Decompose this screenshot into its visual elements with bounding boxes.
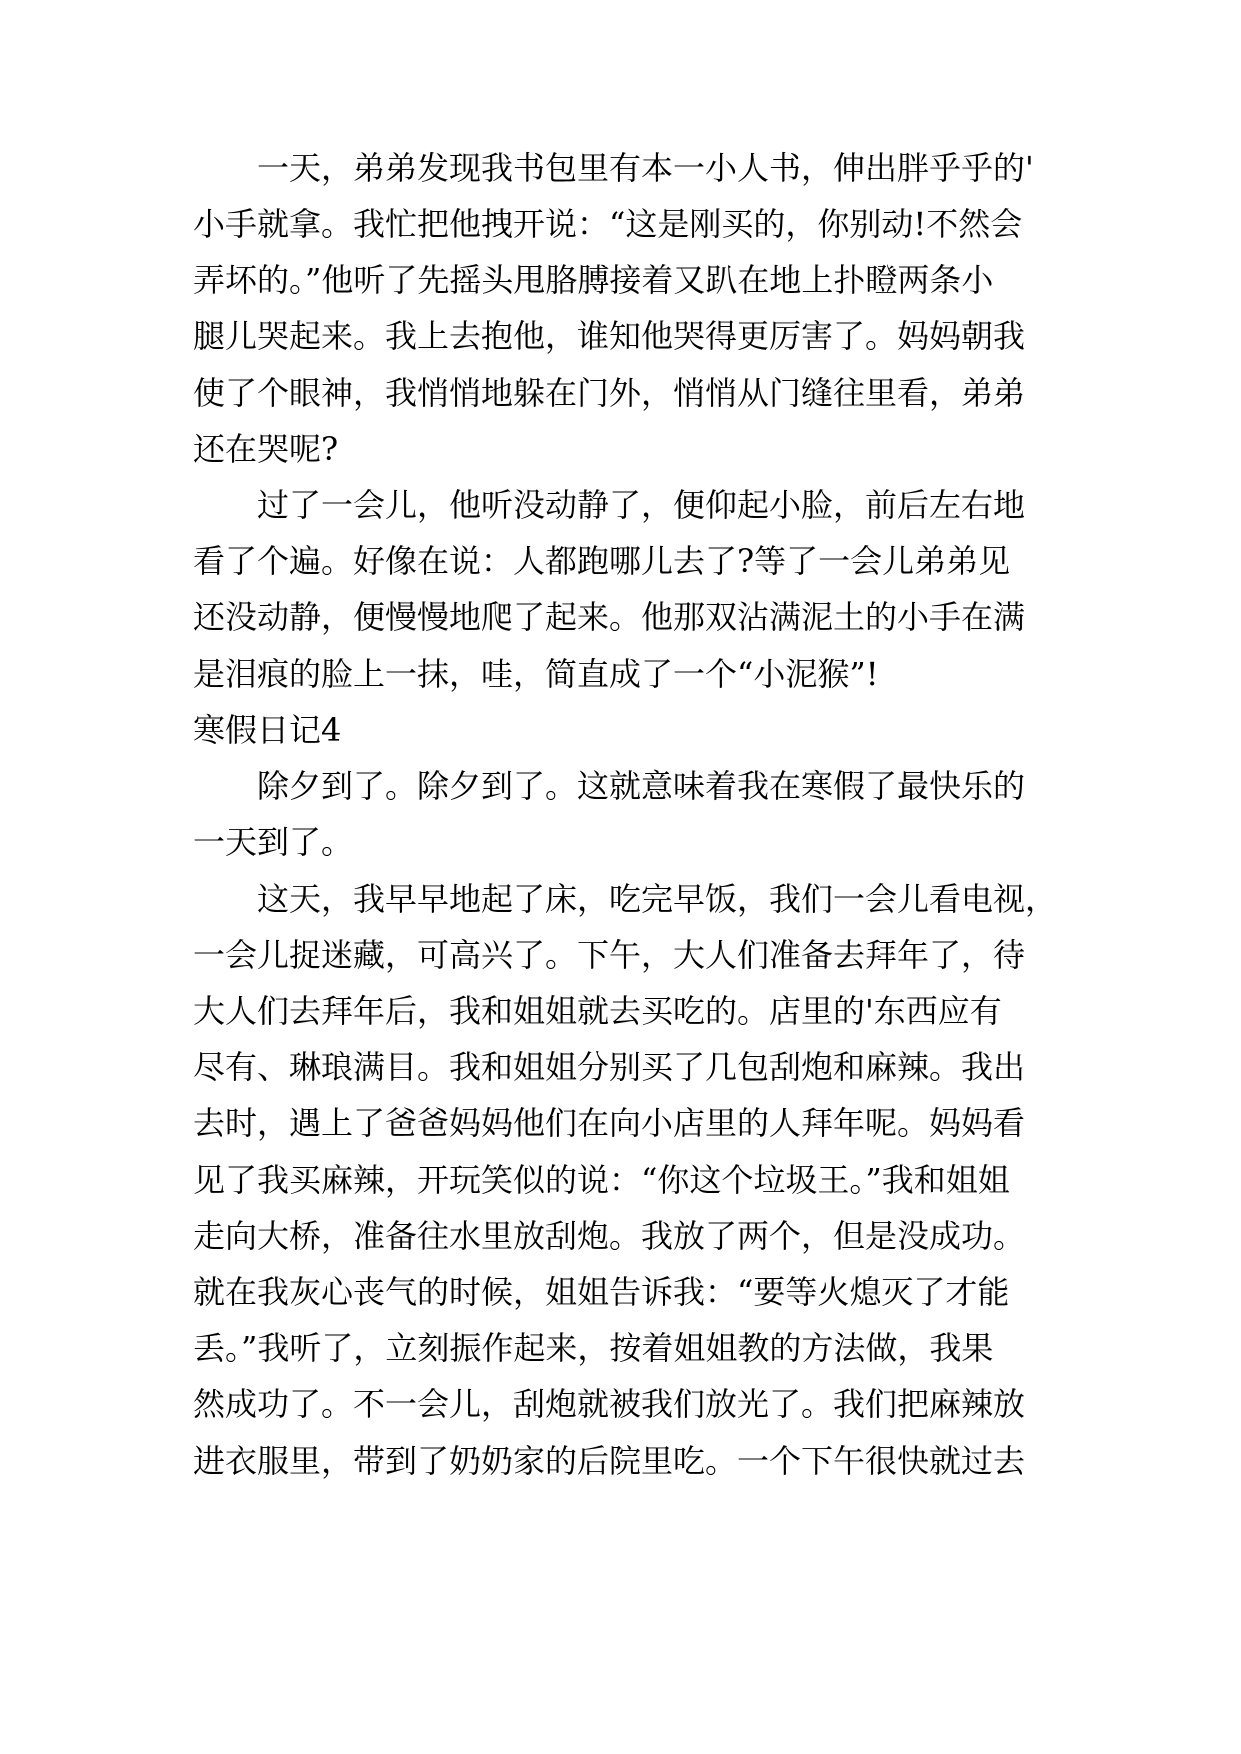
- paragraph-4-line-4: 尽有、琳琅满目。我和姐姐分别买了几包刮炮和麻辣。我出: [193, 1048, 1026, 1086]
- paragraph-4-line-8: 就在我灰心丧气的时候，姐姐告诉我：“要等火熄灭了才能: [193, 1273, 1010, 1311]
- paragraph-2-line-4: 是泪痕的脸上一抹，哇，简直成了一个“小泥猴”!: [193, 655, 879, 693]
- section-heading: 寒假日记4: [193, 711, 342, 749]
- paragraph-4-line-5: 去时，遇上了爸爸妈妈他们在向小店里的人拜年呢。妈妈看: [193, 1104, 1026, 1142]
- paragraph-1-line-4: 腿儿哭起来。我上去抱他，谁知他哭得更厉害了。妈妈朝我: [193, 317, 1026, 355]
- paragraph-4-line-10: 然成功了。不一会儿，刮炮就被我们放光了。我们把麻辣放: [193, 1385, 1026, 1423]
- paragraph-1-line-3: 弄坏的。”他听了先摇头甩胳膊接着又趴在地上扑瞪两条小: [193, 261, 994, 299]
- paragraph-1-line-5: 使了个眼神，我悄悄地躲在门外，悄悄从门缝往里看，弟弟: [193, 374, 1026, 412]
- paragraph-4-line-3: 大人们去拜年后，我和姐姐就去买吃的。店里的'东西应有: [193, 992, 1002, 1030]
- paragraph-4-line-9: 丢。”我听了，立刻振作起来，按着姐姐教的方法做，我果: [193, 1329, 994, 1367]
- paragraph-1-line-1: 一天，弟弟发现我书包里有本一小人书，伸出胖乎乎的': [257, 149, 1034, 187]
- paragraph-3-line-1: 除夕到了。除夕到了。这就意味着我在寒假了最快乐的: [257, 767, 1026, 805]
- paragraph-2-line-1: 过了一会儿，他听没动静了，便仰起小脸，前后左右地: [257, 486, 1026, 524]
- paragraph-2-line-2: 看了个遍。好像在说：人都跑哪儿去了?等了一会儿弟弟见: [193, 542, 1011, 580]
- paragraph-2-line-3: 还没动静，便慢慢地爬了起来。他那双沾满泥土的小手在满: [193, 598, 1026, 636]
- paragraph-4-line-7: 走向大桥，准备往水里放刮炮。我放了两个，但是没成功。: [193, 1217, 1026, 1255]
- paragraph-4-line-1: 这天，我早早地起了床，吃完早饭，我们一会儿看电视，: [257, 880, 1058, 918]
- paragraph-1-line-2: 小手就拿。我忙把他拽开说：“这是刚买的，你别动!不然会: [193, 205, 1023, 243]
- paragraph-1-line-6: 还在哭呢?: [193, 430, 339, 468]
- paragraph-4-line-11: 进衣服里，带到了奶奶家的后院里吃。一个下午很快就过去: [193, 1442, 1026, 1480]
- paragraph-4-line-6: 见了我买麻辣，开玩笑似的说：“你这个垃圾王。”我和姐姐: [193, 1161, 1010, 1199]
- paragraph-4-line-2: 一会儿捉迷藏，可高兴了。下午，大人们准备去拜年了，待: [193, 936, 1026, 974]
- paragraph-3-line-2: 一天到了。: [193, 823, 354, 861]
